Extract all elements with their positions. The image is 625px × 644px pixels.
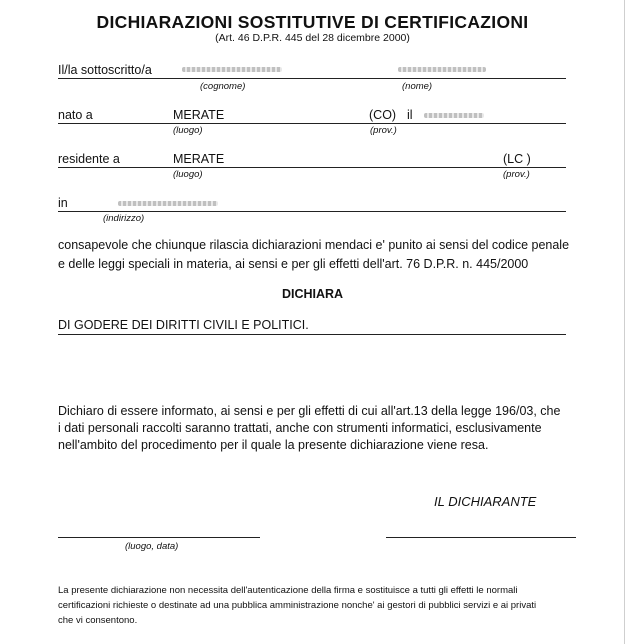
address-redacted — [118, 201, 218, 206]
born-line — [58, 123, 566, 124]
address-label: in — [58, 196, 68, 210]
surname-redacted — [182, 67, 282, 72]
resident-line — [58, 167, 566, 168]
footer-line-1: La presente dichiarazione non necessita dell'autenticazione della firma e sostituisce a tutti gli effetti le normali — [58, 585, 518, 596]
privacy-line-3: nell'ambito del procedimento per il quale la presente dichiarazione viene resa. — [58, 438, 489, 452]
luogo-hint-2: (luogo) — [173, 169, 203, 180]
address-line — [58, 211, 566, 212]
privacy-line-1: Dichiaro di essere informato, ai sensi e per gli effetti di cui all'art.13 della legge 196/03, che — [58, 404, 561, 418]
declaration-text: DI GODERE DEI DIRITTI CIVILI E POLITICI. — [58, 318, 309, 332]
footer-line-2: certificazioni richieste o destinate ad una pubblica amministrazione nonche' ai gestori di pubblici servizi e ai privati — [58, 600, 537, 611]
birth-date-redacted — [424, 113, 484, 118]
place-date-hint: (luogo, data) — [125, 541, 179, 552]
undersigned-line — [58, 78, 566, 79]
declarant-label: IL DICHIARANTE — [434, 494, 537, 509]
awareness-line-1: consapevole che chiunque rilascia dichiarazioni mendaci e' punito ai sensi del codice penale — [58, 238, 570, 252]
signature-line — [386, 537, 576, 538]
declares-heading: DICHIARA — [281, 287, 344, 301]
name-redacted — [398, 67, 486, 72]
document-subtitle: (Art. 46 D.P.R. 445 del 28 dicembre 2000) — [215, 32, 410, 44]
cognome-hint: (cognome) — [200, 81, 246, 92]
place-date-line — [58, 537, 260, 538]
born-label: nato a — [58, 108, 93, 122]
awareness-line-2: e delle leggi speciali in materia, ai sensi e per gli effetti dell'art. 76 D.P.R. n. 445/2000 — [58, 257, 529, 271]
nome-hint: (nome) — [402, 81, 433, 92]
privacy-line-2: i dati personali raccolti saranno trattati, anche con strumenti informatici, esclusivamente — [58, 421, 542, 435]
footer-line-3: che vi consentono. — [58, 615, 138, 626]
undersigned-label: Il/la sottoscritto/a — [58, 63, 152, 77]
born-province: (CO) — [369, 108, 397, 122]
resident-label: residente a — [58, 152, 120, 166]
prov-hint-2: (prov.) — [503, 169, 530, 180]
indirizzo-hint: (indirizzo) — [103, 213, 145, 224]
luogo-hint: (luogo) — [173, 125, 203, 136]
prov-hint: (prov.) — [370, 125, 397, 136]
document-title: DICHIARAZIONI SOSTITUTIVE DI CERTIFICAZIONI — [96, 12, 529, 32]
born-date-label: il — [407, 108, 413, 122]
resident-place: MERATE — [173, 152, 225, 166]
born-place: MERATE — [173, 108, 225, 122]
declaration-line — [58, 334, 566, 335]
resident-province: (LC ) — [503, 152, 531, 166]
